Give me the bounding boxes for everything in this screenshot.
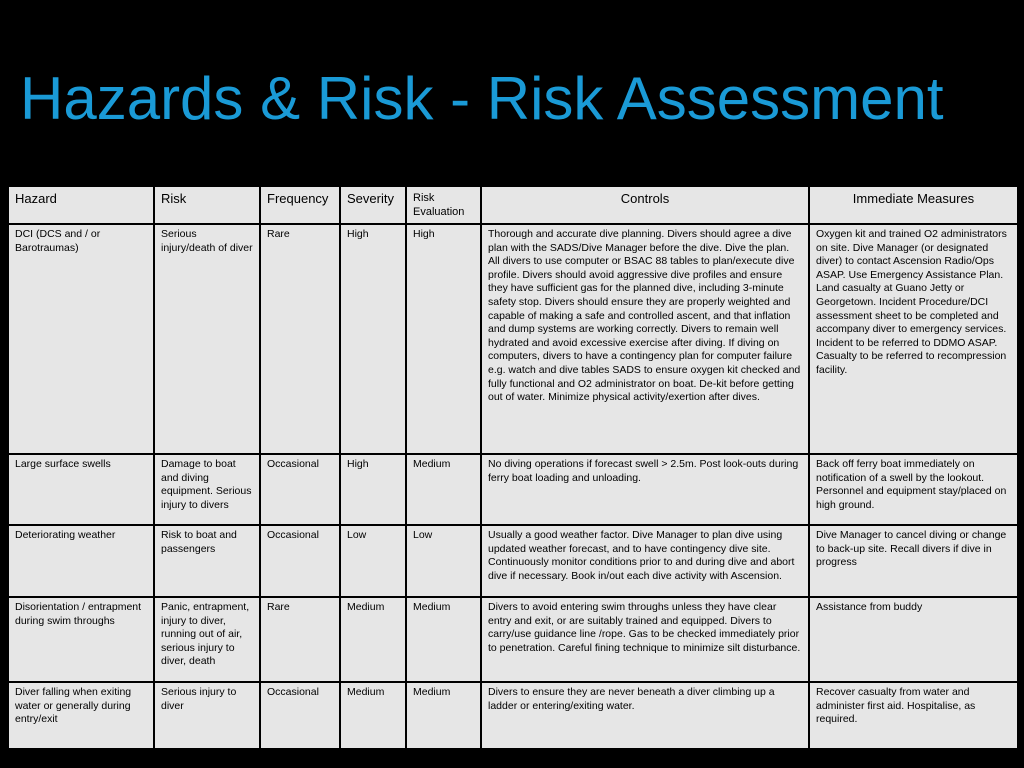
risk-evaluation-cell: Medium [406, 682, 481, 749]
risk-evaluation-cell: High [406, 224, 481, 454]
immediate-measures-cell: Back off ferry boat immediately on notification of a swell by the lookout. Personnel and equipment stay/placed on high ground. [809, 454, 1018, 525]
risk-cell: Damage to boat and diving equipment. Serious injury to divers [154, 454, 260, 525]
column-header-frequency: Frequency [260, 186, 340, 224]
severity-cell: Low [340, 525, 406, 597]
severity-cell: Medium [340, 682, 406, 749]
risk-cell: Panic, entrapment, injury to diver, running out of air, serious injury to diver, death [154, 597, 260, 682]
column-header-controls: Controls [481, 186, 809, 224]
frequency-cell: Occasional [260, 525, 340, 597]
hazard-cell: DCI (DCS and / or Barotraumas) [8, 224, 154, 454]
table-row [8, 597, 1018, 682]
controls-cell: Thorough and accurate dive planning. Divers should agree a dive plan with the SADS/Dive Manager before the dive. Dive the plan. All divers to use computer or BSAC 88 tables to plan/execute dive profile. Divers should avoid aggressive dive profiles and ensure they have sufficient gas for the planned dive, including 3-minute safety stop. Divers should ensure they are properly weighted and capable of making a safe and controlled ascent, and that inflation and dump systems are working correctly. Divers to remain well hydrated and avoid excessive exercise after diving. If diving on computers, divers to have a contingency plan for computer failure e.g. watch and dive tables SADS to ensure oxygen kit checked and fully functional and O2 administrator on boat. De-kit before getting out of water. Minimize physical activity/exertion after dives. [481, 224, 809, 454]
controls-cell: Usually a good weather factor. Dive Manager to plan dive using updated weather forecast, and to have contingency dive site. Continuously monitor conditions prior to and during dive and abort dive if necessary. Book in/out each dive activity with Ascension. [481, 525, 809, 597]
immediate-measures-cell: Dive Manager to cancel diving or change to back-up site. Recall divers if dive in progress [809, 525, 1018, 597]
frequency-cell: Rare [260, 224, 340, 454]
risk-cell: Serious injury to diver [154, 682, 260, 749]
table-header-row [8, 186, 1018, 224]
risk-evaluation-cell: Medium [406, 597, 481, 682]
risk-evaluation-cell: Low [406, 525, 481, 597]
controls-cell: Divers to ensure they are never beneath a diver climbing up a ladder or entering/exiting water. [481, 682, 809, 749]
severity-cell: Medium [340, 597, 406, 682]
table-row [8, 525, 1018, 597]
table-row [8, 224, 1018, 454]
risk-cell: Risk to boat and passengers [154, 525, 260, 597]
risk-evaluation-cell: Medium [406, 454, 481, 525]
severity-cell: High [340, 454, 406, 525]
column-header-risk-evaluation: Risk Evaluation [406, 186, 481, 224]
hazard-cell: Diver falling when exiting water or generally during entry/exit [8, 682, 154, 749]
risk-cell: Serious injury/death of diver [154, 224, 260, 454]
frequency-cell: Occasional [260, 454, 340, 525]
table-row [8, 454, 1018, 525]
column-header-immediate-measures: Immediate Measures [809, 186, 1018, 224]
page-title: Hazards & Risk - Risk Assessment [20, 65, 944, 132]
controls-cell: No diving operations if forecast swell > 2.5m. Post look-outs during ferry boat loading and unloading. [481, 454, 809, 525]
severity-cell: High [340, 224, 406, 454]
immediate-measures-cell: Recover casualty from water and administer first aid. Hospitalise, as required. [809, 682, 1018, 749]
column-header-severity: Severity [340, 186, 406, 224]
hazard-cell: Large surface swells [8, 454, 154, 525]
hazard-cell: Disorientation / entrapment during swim throughs [8, 597, 154, 682]
immediate-measures-cell: Oxygen kit and trained O2 administrators on site. Dive Manager (or designated diver) to contact Ascension Radio/Ops ASAP. Use Emergency Assistance Plan. Land casualty at Guano Jetty or Georgetown. Incident Procedure/DCI assessment sheet to be completed and accompany diver to emergency services. Incident to be referred to DDMO ASAP. Casualty to be referred to recompression facility. [809, 224, 1018, 454]
frequency-cell: Occasional [260, 682, 340, 749]
risk-assessment-table [7, 185, 1019, 750]
column-header-hazard: Hazard [8, 186, 154, 224]
hazard-cell: Deteriorating weather [8, 525, 154, 597]
frequency-cell: Rare [260, 597, 340, 682]
immediate-measures-cell: Assistance from buddy [809, 597, 1018, 682]
column-header-risk: Risk [154, 186, 260, 224]
controls-cell: Divers to avoid entering swim throughs unless they have clear entry and exit, or are suitably trained and equipped. Divers to carry/use guidance line /rope. Gas to be checked immediately prior to penetration. Careful fining technique to minimize silt disturbance. [481, 597, 809, 682]
table-row [8, 682, 1018, 749]
